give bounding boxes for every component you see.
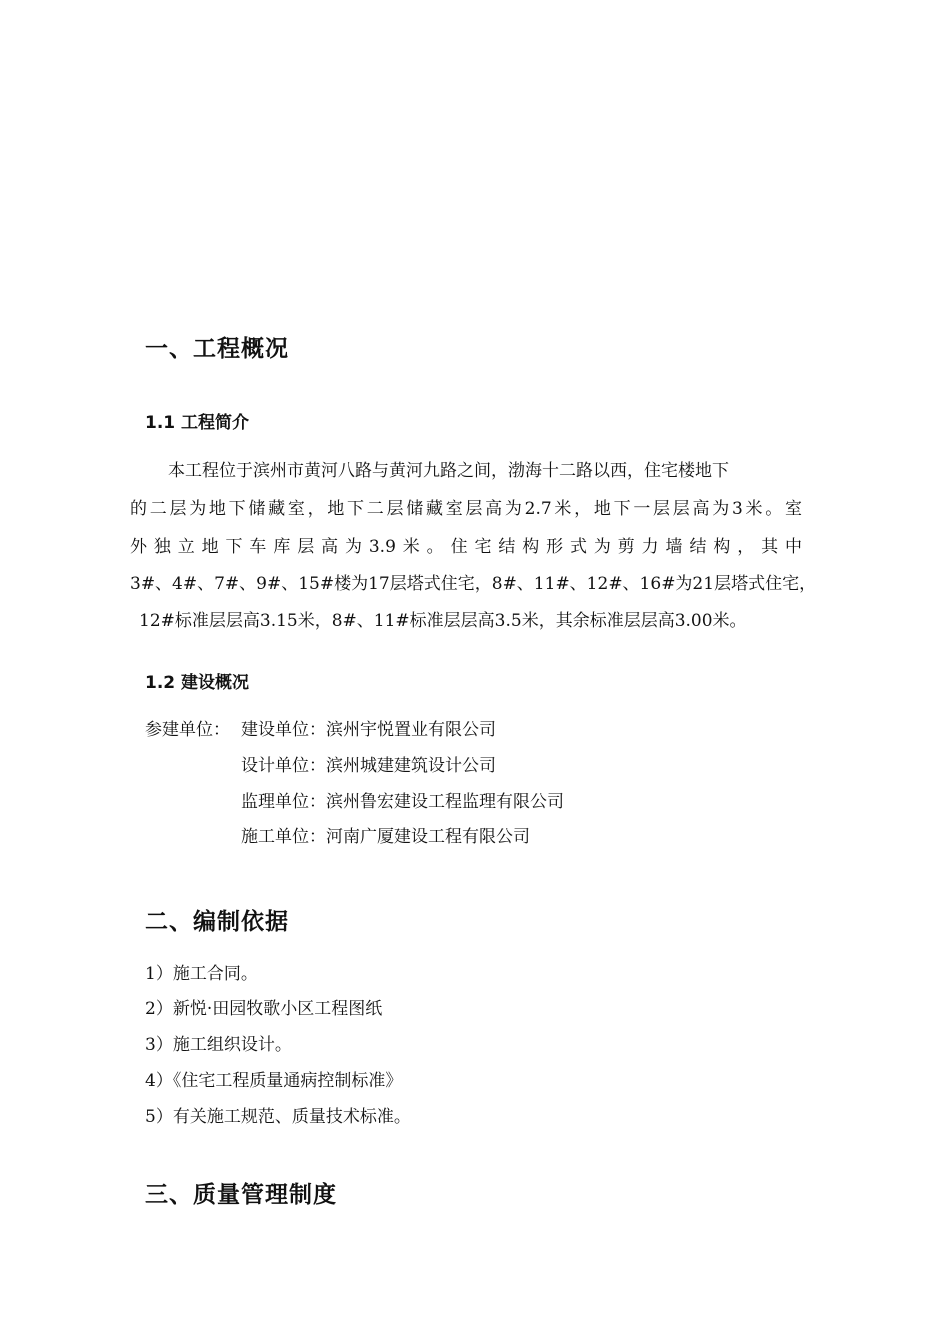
intro-line-5: 12#标准层层高3.15米，8#、11#标准层层高3.5米，其余标准层层高3.00米。 bbox=[139, 611, 747, 631]
intro-line-1: 本工程位于滨州市黄河八路与黄河九路之间，渤海十二路以西，住宅楼地下 bbox=[168, 461, 729, 481]
basis-item-5: 5）有关施工规范、质量技术标准。 bbox=[145, 1107, 411, 1127]
intro-line-2: 的二层为地下储藏室，地下二层储藏室层高为2.7米，地下一层层高为3米。室 bbox=[130, 499, 802, 519]
basis-item-1: 1）施工合同。 bbox=[145, 964, 258, 984]
basis-item-4: 4）《住宅工程质量通病控制标准》 bbox=[145, 1071, 403, 1091]
subsection-1-2-title: 1.2 建设概况 bbox=[145, 673, 250, 693]
section-1-title: 一、工程概况 bbox=[145, 336, 289, 362]
basis-item-3: 3）施工组织设计。 bbox=[145, 1035, 292, 1055]
section-2-title: 二、编制依据 bbox=[145, 909, 289, 935]
subsection-1-1-title: 1.1 工程简介 bbox=[145, 413, 250, 433]
participant-unit-2: 设计单位：滨州城建建筑设计公司 bbox=[241, 756, 496, 776]
basis-item-2: 2）新悦·田园牧歌小区工程图纸 bbox=[145, 999, 383, 1019]
section-3-title: 三、质量管理制度 bbox=[145, 1182, 337, 1208]
intro-line-4: 3#、4#、7#、9#、15#楼为17层塔式住宅，8#、11#、12#、16#为21层塔式住宅， bbox=[130, 574, 817, 594]
participant-unit-4: 施工单位：河南广厦建设工程有限公司 bbox=[241, 827, 530, 847]
participant-unit-3: 监理单位：滨州鲁宏建设工程监理有限公司 bbox=[241, 792, 564, 812]
participants-label: 参建单位： bbox=[145, 720, 230, 740]
participant-unit-1: 建设单位：滨州宇悦置业有限公司 bbox=[241, 720, 496, 740]
intro-line-3: 外独立地下车库层高为3.9米。住宅结构形式为剪力墙结构，其中 bbox=[130, 537, 802, 557]
